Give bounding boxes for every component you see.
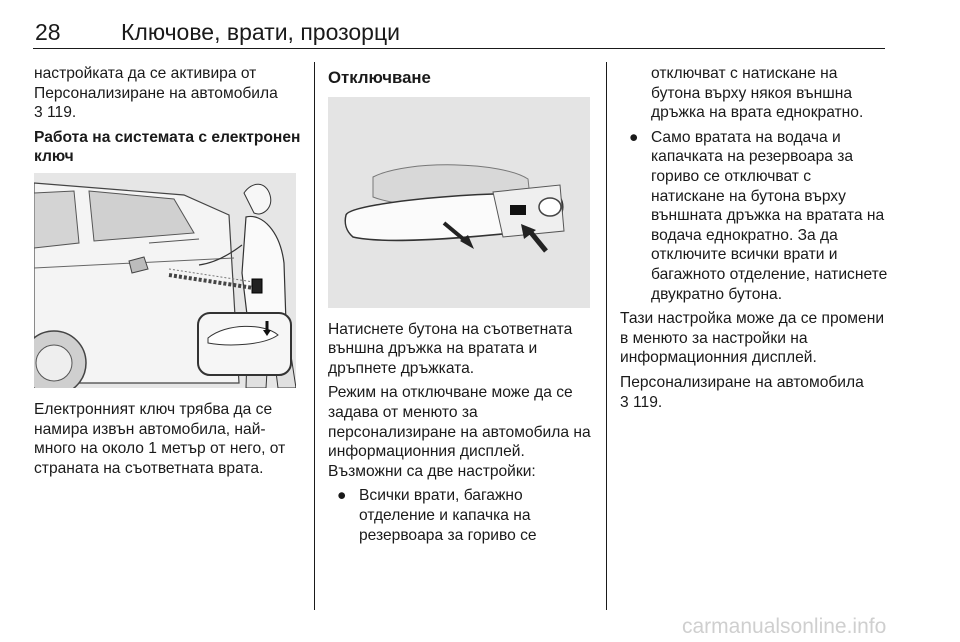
watermark: carmanualsonline.info xyxy=(682,615,887,638)
unlock-mode-text: Режим на отключване може да се задава от менюто за персонализиране на автомобила на информационния дисплей. Възможни са две настройки: xyxy=(328,384,591,480)
unlock-instruction: Натиснете бутона на съответната външна дръжка на вратата и дръпнете дръжката. xyxy=(328,320,573,377)
column-middle xyxy=(328,64,598,550)
page-ref-link[interactable]: 119. xyxy=(47,104,77,122)
bullet-all-doors: ● Всички врати, багажно отделение и капачка на резервоара за гориво се xyxy=(337,487,537,544)
page-header xyxy=(33,14,885,49)
door-handle-image xyxy=(328,97,590,308)
key-range-caption: Електронният ключ трябва да се намира извън автомобила, най-много на около 1 метър от него, от страната на съответната врата. xyxy=(34,400,286,477)
door-handle-illustration xyxy=(328,97,590,308)
page-ref-icon: 3 xyxy=(34,104,43,122)
unlock-heading: Отключване xyxy=(328,68,431,87)
column-divider-1 xyxy=(314,62,315,610)
bullet-driver-door: ● Само вратата на водача и капачката на резервоара за гориво се отключват с натискане на бутона върху външната дръжка на вратата на водача еднократно. За да отключите всички врати и багажното отделение, натиснете двукратно бутона. xyxy=(629,128,888,303)
page-ref-icon: 3 xyxy=(620,393,629,411)
setting-note: Тази настройка може да се промени в менюто за настройки на информационния дисплей. xyxy=(620,310,885,367)
bullet-dot: ● xyxy=(629,128,639,146)
intro-paragraph: настройката да се активира от Персонализиране на автомобила 3 119. xyxy=(34,65,278,122)
page-number: 28 xyxy=(35,19,61,45)
car-key-illustration xyxy=(34,173,296,388)
column-left xyxy=(34,64,302,483)
column-right xyxy=(620,64,888,417)
personalization-ref: Персонализиране на автомобила 3 119. xyxy=(620,373,864,411)
page-ref-link[interactable]: 119. xyxy=(633,393,663,411)
car-with-person-image xyxy=(34,173,296,388)
column-divider-2 xyxy=(606,62,607,610)
running-title: Ключове, врати, прозорци xyxy=(121,19,400,45)
bullet-dot: ● xyxy=(337,487,347,505)
section-heading: Работа на системата с електронен ключ xyxy=(34,128,301,166)
bullet-continuation: отключват с натискане на бутона върху някоя външна дръжка на врата еднократно. xyxy=(651,65,864,122)
